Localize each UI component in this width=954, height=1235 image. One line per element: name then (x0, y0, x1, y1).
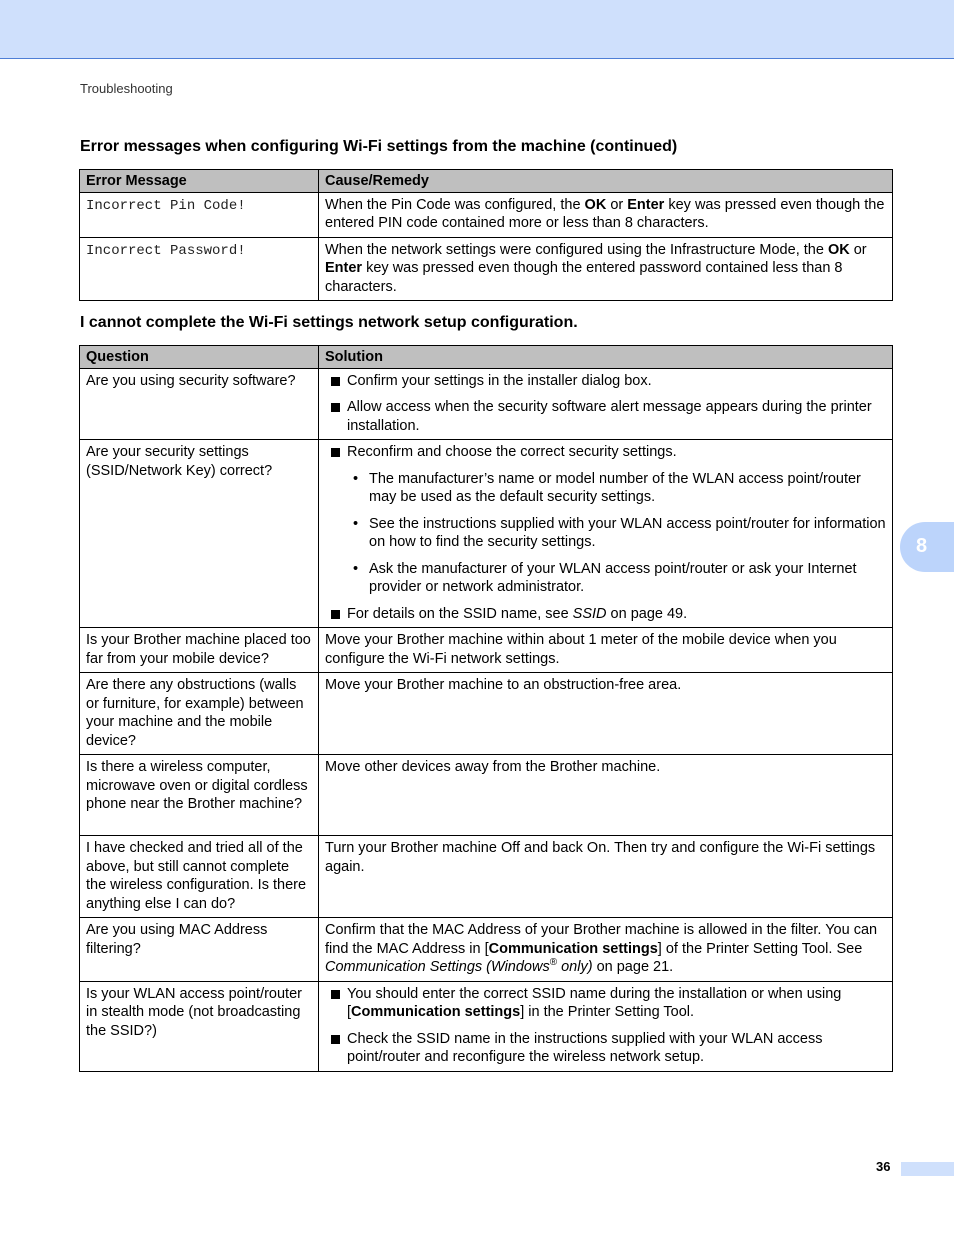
list-item (325, 372, 886, 391)
sub-list-item (325, 470, 886, 507)
column-header-error-message: Error Message (80, 170, 319, 193)
table-row (80, 237, 893, 301)
error-message-text: Incorrect Password! (86, 242, 246, 259)
breadcrumb: Troubleshooting (80, 81, 173, 96)
question-cell: Is your Brother machine placed too far from your mobile device? (80, 628, 319, 673)
table-row (80, 981, 893, 1071)
header-band (0, 0, 954, 59)
solution-text: Confirm that the MAC Address of your Brother machine is allowed in the filter. You can find the MAC Address in [ (325, 922, 878, 957)
solution-cell: Move your Brother machine to an obstruction-free area. (319, 673, 893, 755)
cause-text: When the Pin Code was configured, the (325, 196, 585, 213)
square-bullet-icon (331, 403, 340, 412)
page-number: 36 (876, 1159, 891, 1174)
table-row (80, 673, 893, 755)
footer-bar (901, 1162, 954, 1176)
menu-name: Communication settings (488, 940, 658, 957)
question-cell: I have checked and tried all of the above, but still cannot complete the wireless configuration. Is there anything else I can do? (80, 836, 319, 918)
bullet-text: For details on the SSID name, see (347, 605, 573, 622)
menu-name: Communication settings (351, 1004, 521, 1020)
table-row (80, 628, 893, 673)
sub-list-item (325, 515, 886, 552)
question-cell: Are there any obstructions (walls or furniture, for example) between your machine and the mobile device? (80, 673, 319, 755)
list-item (325, 398, 886, 435)
table-row (80, 755, 893, 836)
solution-cell: Move other devices away from the Brother machine. (319, 755, 893, 836)
key-name-enter: Enter (325, 260, 363, 276)
bullet-text: on page 49. (606, 605, 688, 622)
chapter-number: 8 (916, 535, 928, 557)
dot-bullet-icon: • (353, 560, 359, 577)
cause-text: or (849, 241, 867, 258)
bullet-text: Check the SSID name in the instructions supplied with your WLAN access point/router and reconfigure the wireless network setup. (347, 1030, 823, 1065)
sub-bullet-text: The manufacturer’s name or model number of the WLAN access point/router may be used as the default security settings. (369, 470, 861, 505)
square-bullet-icon (331, 448, 340, 457)
solution-text: ] of the Printer Setting Tool. See (657, 940, 863, 957)
cross-reference: only) (557, 959, 593, 975)
solution-cell (319, 918, 893, 982)
section-heading-setup-problems: I cannot complete the Wi-Fi settings network setup configuration. (80, 314, 578, 331)
list-item (325, 985, 886, 1022)
solution-cell: Turn your Brother machine Off and back On. Then try and configure the Wi-Fi settings again. (319, 836, 893, 918)
error-messages-table (79, 169, 893, 301)
error-message-cell (80, 192, 319, 237)
table-row (80, 192, 893, 237)
table-row (80, 440, 893, 628)
ssid-reference: SSID (572, 605, 607, 622)
column-header-cause-remedy: Cause/Remedy (319, 170, 893, 193)
key-name-enter: Enter (627, 196, 665, 213)
column-header-solution: Solution (319, 346, 893, 369)
sub-list-item (325, 560, 886, 597)
table-header-row (80, 346, 893, 369)
table-row (80, 918, 893, 982)
sub-bullet-text: See the instructions supplied with your WLAN access point/router for information on how to find the security settings. (369, 515, 886, 550)
question-cell: Are you using security software? (80, 368, 319, 440)
solution-cell (319, 981, 893, 1071)
bullet-text: Reconfirm and choose the correct security settings. (347, 444, 677, 460)
dot-bullet-icon: • (353, 515, 359, 532)
solution-text: on page 21. (592, 959, 674, 975)
cause-text: key was pressed even though the entered PIN code contained more or less than 8 characters. (325, 196, 885, 231)
chapter-tab (900, 522, 954, 572)
cross-reference: Communication Settings (Windows (325, 959, 550, 975)
square-bullet-icon (331, 1035, 340, 1044)
list-item (325, 605, 886, 624)
troubleshooting-table (79, 345, 893, 1072)
question-cell: Is there a wireless computer, microwave oven or digital cordless phone near the Brother machine? (80, 755, 319, 836)
key-name-ok: OK (827, 241, 850, 258)
question-cell: Are you using MAC Address filtering? (80, 918, 319, 982)
table-row (80, 368, 893, 440)
bullet-text: Allow access when the security software alert message appears during the printer installation. (347, 399, 872, 434)
solution-cell (319, 368, 893, 440)
section-heading-error-messages: Error messages when configuring Wi-Fi settings from the machine (continued) (80, 138, 678, 155)
dot-bullet-icon: • (353, 470, 359, 487)
cause-remedy-cell (319, 192, 893, 237)
table-row (80, 836, 893, 918)
error-message-cell (80, 237, 319, 301)
error-message-text: Incorrect Pin Code! (86, 197, 246, 214)
question-cell: Is your WLAN access point/router in stealth mode (not broadcasting the SSID?) (80, 981, 319, 1071)
list-item (325, 1030, 886, 1067)
bullet-text: ] in the Printer Setting Tool. (520, 1004, 695, 1020)
bullet-text: Confirm your settings in the installer dialog box. (347, 372, 652, 389)
cause-text: or (606, 196, 628, 213)
sub-bullet-text: Ask the manufacturer of your WLAN access point/router or ask your Internet provider or network administrator. (369, 560, 857, 595)
cause-text: When the network settings were configured using the Infrastructure Mode, the (325, 241, 828, 258)
square-bullet-icon (331, 610, 340, 619)
square-bullet-icon (331, 377, 340, 386)
column-header-question: Question (80, 346, 319, 369)
cause-remedy-cell (319, 237, 893, 301)
bullet-text: You should enter the correct SSID name during the installation or when using [ (347, 985, 842, 1020)
key-name-ok: OK (584, 196, 607, 213)
cause-text: key was pressed even though the entered password contained less than 8 characters. (325, 260, 843, 295)
table-header-row (80, 170, 893, 193)
solution-cell (319, 440, 893, 628)
solution-cell: Move your Brother machine within about 1 meter of the mobile device when you configure the Wi-Fi network settings. (319, 628, 893, 673)
registered-mark: ® (549, 957, 558, 969)
square-bullet-icon (331, 990, 340, 999)
sub-list (325, 470, 886, 597)
question-cell: Are your security settings (SSID/Network Key) correct? (80, 440, 319, 628)
list-item (325, 443, 886, 462)
